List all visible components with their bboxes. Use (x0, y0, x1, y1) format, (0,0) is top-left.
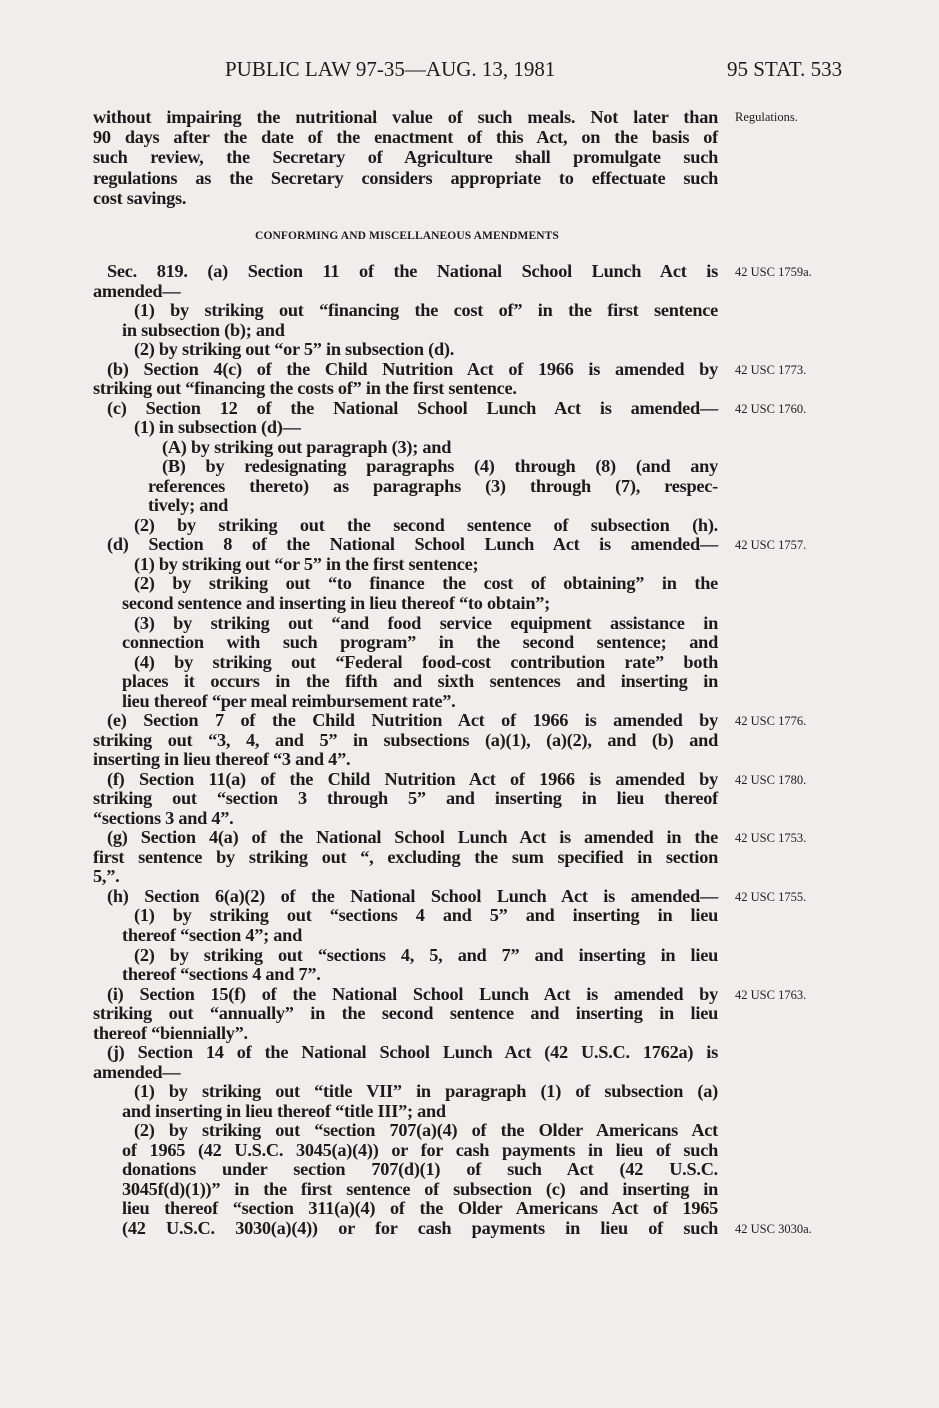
text-line: (2) by striking out “sections 4, 5, and 7” and inserting in lieu (134, 944, 718, 965)
text-line: (j) Section 14 of the National School Lunch Act (42 U.S.C. 1762a) is (107, 1042, 718, 1063)
text-line: striking out “3, 4, and 5” in subsections (a)(1), (a)(2), and (b) and (93, 729, 718, 750)
text-line: (B) by redesignating paragraphs (4) through (8) (and any (162, 456, 718, 477)
text-line: (3) by striking out “and food service equipment assistance in (134, 612, 718, 633)
text-line: first sentence by striking out “, excluding the sum specified in section (93, 846, 718, 867)
margin-note-regulations: Regulations. (735, 110, 798, 124)
text-line: (2) by striking out “section 707(a)(4) of the Older Americans Act (134, 1120, 718, 1141)
margin-note-n1780: 42 USC 1780. (735, 772, 807, 787)
text-line: (1) by striking out “title VII” in paragraph (1) of subsection (a) (134, 1081, 718, 1102)
text-line: (42 U.S.C. 3030(a)(4)) or for cash payments in lieu of such (122, 1217, 718, 1238)
text-line: (b) Section 4(c) of the Child Nutrition Act of 1966 is amended by (107, 358, 718, 379)
text-line: thereof “biennially”. (93, 1022, 248, 1043)
text-line: (i) Section 15(f) of the National School Lunch Act is amended by (107, 983, 718, 1004)
text-line: 5,”. (93, 866, 120, 887)
text-line: and inserting in lieu thereof “title III”; and (122, 1100, 446, 1121)
text-line: (c) Section 12 of the National School Lunch Act is amended— (107, 397, 718, 418)
margin-note-n1763: 42 USC 1763. (735, 987, 807, 1002)
text-line: places it occurs in the fifth and sixth sentences and inserting in (122, 671, 718, 692)
text-line: striking out “financing the costs of” in the first sentence. (93, 378, 517, 399)
text-line: cost savings. (93, 187, 187, 208)
text-line: (1) by striking out “sections 4 and 5” and inserting in lieu (134, 905, 718, 926)
running-header-title: PUBLIC LAW 97-35—AUG. 13, 1981 (225, 57, 556, 81)
text-line: (f) Section 11(a) of the Child Nutrition Act of 1966 is amended by (107, 768, 718, 789)
text-line: lieu thereof “per meal reimbursement rate”. (122, 690, 456, 711)
text-line: (2) by striking out “or 5” in subsection (d). (134, 339, 455, 360)
margin-note-n3030a: 42 USC 3030a. (735, 1221, 812, 1236)
margin-note-n1776: 42 USC 1776. (735, 714, 807, 729)
margin-note-n1773: 42 USC 1773. (735, 362, 807, 377)
text-line: without impairing the nutritional value of such meals. Not later than (93, 107, 718, 127)
margin-note-n1759a: 42 USC 1759a. (735, 265, 812, 279)
text-line: lieu thereof “section 311(a)(4) of the Older Americans Act of 1965 (122, 1198, 718, 1219)
text-line: in subsection (b); and (122, 319, 285, 340)
text-line: Sec. 819. (a) Section 11 of the National School Lunch Act is (107, 261, 718, 281)
text-line: thereof “sections 4 and 7”. (122, 964, 321, 985)
text-line: inserting in lieu thereof “3 and 4”. (93, 749, 351, 770)
text-line: thereof “section 4”; and (122, 925, 303, 946)
text-line: (1) by striking out “financing the cost of” in the first sentence (134, 300, 718, 321)
text-line: (e) Section 7 of the Child Nutrition Act of 1966 is amended by (107, 710, 718, 731)
text-line: (1) in subsection (d)— (134, 417, 301, 438)
text-line: references thereto) as paragraphs (3) through (7), respec- (148, 475, 718, 496)
text-line: of 1965 (42 U.S.C. 3045(a)(4)) or for cash payments in lieu of such (122, 1139, 718, 1160)
text-line: striking out “annually” in the second sentence and inserting in lieu (93, 1003, 718, 1024)
text-line: such review, the Secretary of Agriculture shall promulgate such (93, 147, 718, 168)
text-line: regulations as the Secretary considers appropriate to effectuate such (93, 167, 718, 188)
text-line: amended— (93, 280, 181, 301)
text-line: amended— (93, 1061, 181, 1082)
text-line: (4) by striking out “Federal food-cost contribution rate” both (134, 651, 718, 672)
page-stat-number: 95 STAT. 533 (727, 57, 843, 81)
margin-note-n1760: 42 USC 1760. (735, 401, 807, 416)
margin-note-n1753: 42 USC 1753. (735, 831, 807, 846)
text-line: donations under section 707(d)(1) of such Act (42 U.S.C. (122, 1159, 718, 1180)
text-line: 3045f(d)(1))” in the first sentence of subsection (c) and inserting in (122, 1178, 718, 1199)
text-line: tively; and (148, 495, 229, 516)
text-line: connection with such program” in the second sentence; and (122, 632, 718, 653)
text-line: (g) Section 4(a) of the National School Lunch Act is amended in the (107, 827, 718, 848)
text-line: 90 days after the date of the enactment of this Act, on the basis of (93, 127, 718, 148)
margin-note-n1757: 42 USC 1757. (735, 538, 807, 553)
section-heading: CONFORMING AND MISCELLANEOUS AMENDMENTS (255, 230, 559, 242)
text-line: (1) by striking out “or 5” in the first sentence; (134, 553, 479, 574)
text-line: second sentence and inserting in lieu thereof “to obtain”; (122, 593, 550, 613)
text-line: (A) by striking out paragraph (3); and (162, 436, 452, 457)
margin-note-n1755: 42 USC 1755. (735, 889, 807, 904)
text-line: (h) Section 6(a)(2) of the National School Lunch Act is amended— (107, 885, 718, 906)
text-line: striking out “section 3 through 5” and inserting in lieu thereof (93, 788, 718, 809)
text-line: (2) by striking out “to finance the cost of obtaining” in the (134, 573, 718, 594)
text-line: (2) by striking out the second sentence of subsection (h). (134, 514, 718, 535)
text-line: “sections 3 and 4”. (93, 807, 234, 828)
text-line: (d) Section 8 of the National School Lunch Act is amended— (107, 534, 718, 555)
